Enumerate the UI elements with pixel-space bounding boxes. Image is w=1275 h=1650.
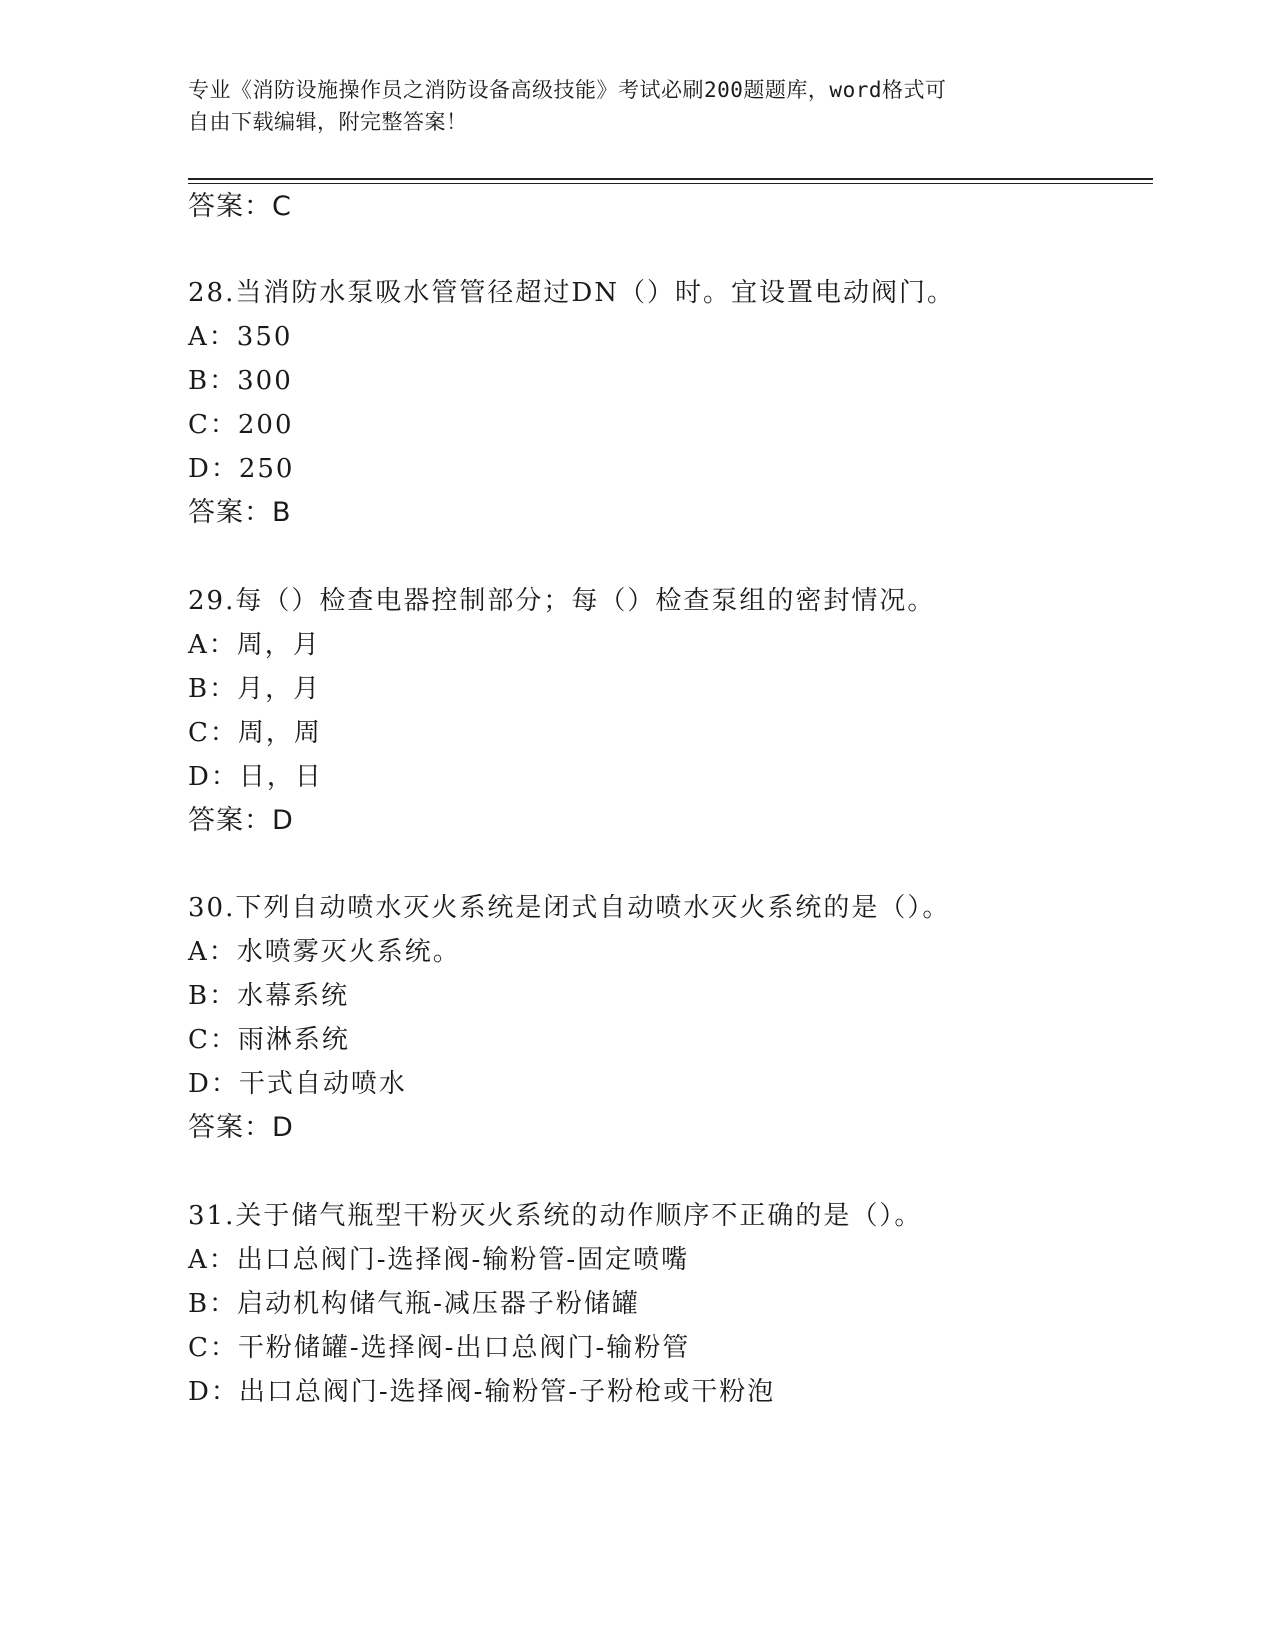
question-31-option-b: B：启动机构储气瓶-减压器子粉储罐 [188,1289,640,1319]
question-30-answer: 答案：D [188,1112,294,1143]
question-29-answer: 答案：D [188,805,294,836]
header-line-1: 专业《消防设施操作员之消防设备高级技能》考试必刷200题题库，word格式可 [188,78,947,102]
question-30-stem: 30.下列自动喷水灭火系统是闭式自动喷水灭火系统的是（）。 [188,893,951,923]
question-29-option-d: D：日，日 [188,762,323,792]
question-29-option-a: A：周，月 [188,630,321,660]
question-31-option-a: A：出口总阀门-选择阀-输粉管-固定喷嘴 [188,1245,690,1275]
question-30-option-a: A：水喷雾灭火系统。 [188,937,461,967]
question-30-option-d: D：干式自动喷水 [188,1069,407,1099]
header-divider-thick [188,178,1153,180]
question-31-option-d: D：出口总阀门-选择阀-输粉管-子粉枪或干粉泡 [188,1377,776,1407]
question-29-stem: 29.每（）检查电器控制部分；每（）检查泵组的密封情况。 [188,586,936,616]
question-28-option-a: A：350 [188,322,293,352]
header-divider-thin [188,183,1153,184]
question-30-option-b: B：水幕系统 [188,981,350,1011]
question-31-option-c: C：干粉储罐-选择阀-出口总阀门-输粉管 [188,1333,691,1363]
question-28-option-d: D：250 [188,454,295,484]
question-29-option-b: B：月，月 [188,674,322,704]
question-30-option-c: C：雨淋系统 [188,1025,350,1055]
question-28-answer: 答案：B [188,497,292,528]
question-28-option-b: B：300 [188,366,293,396]
question-28-option-c: C：200 [188,410,294,440]
question-29-option-c: C：周，周 [188,718,322,748]
question-28-stem: 28.当消防水泵吸水管管径超过DN（）时。宜设置电动阀门。 [188,278,955,308]
question-31-stem: 31.关于储气瓶型干粉灭火系统的动作顺序不正确的是（）。 [188,1201,923,1231]
header-line-2: 自由下载编辑，附完整答案！ [188,110,468,134]
previous-answer: 答案：C [188,191,292,222]
document-header [188,74,1088,138]
